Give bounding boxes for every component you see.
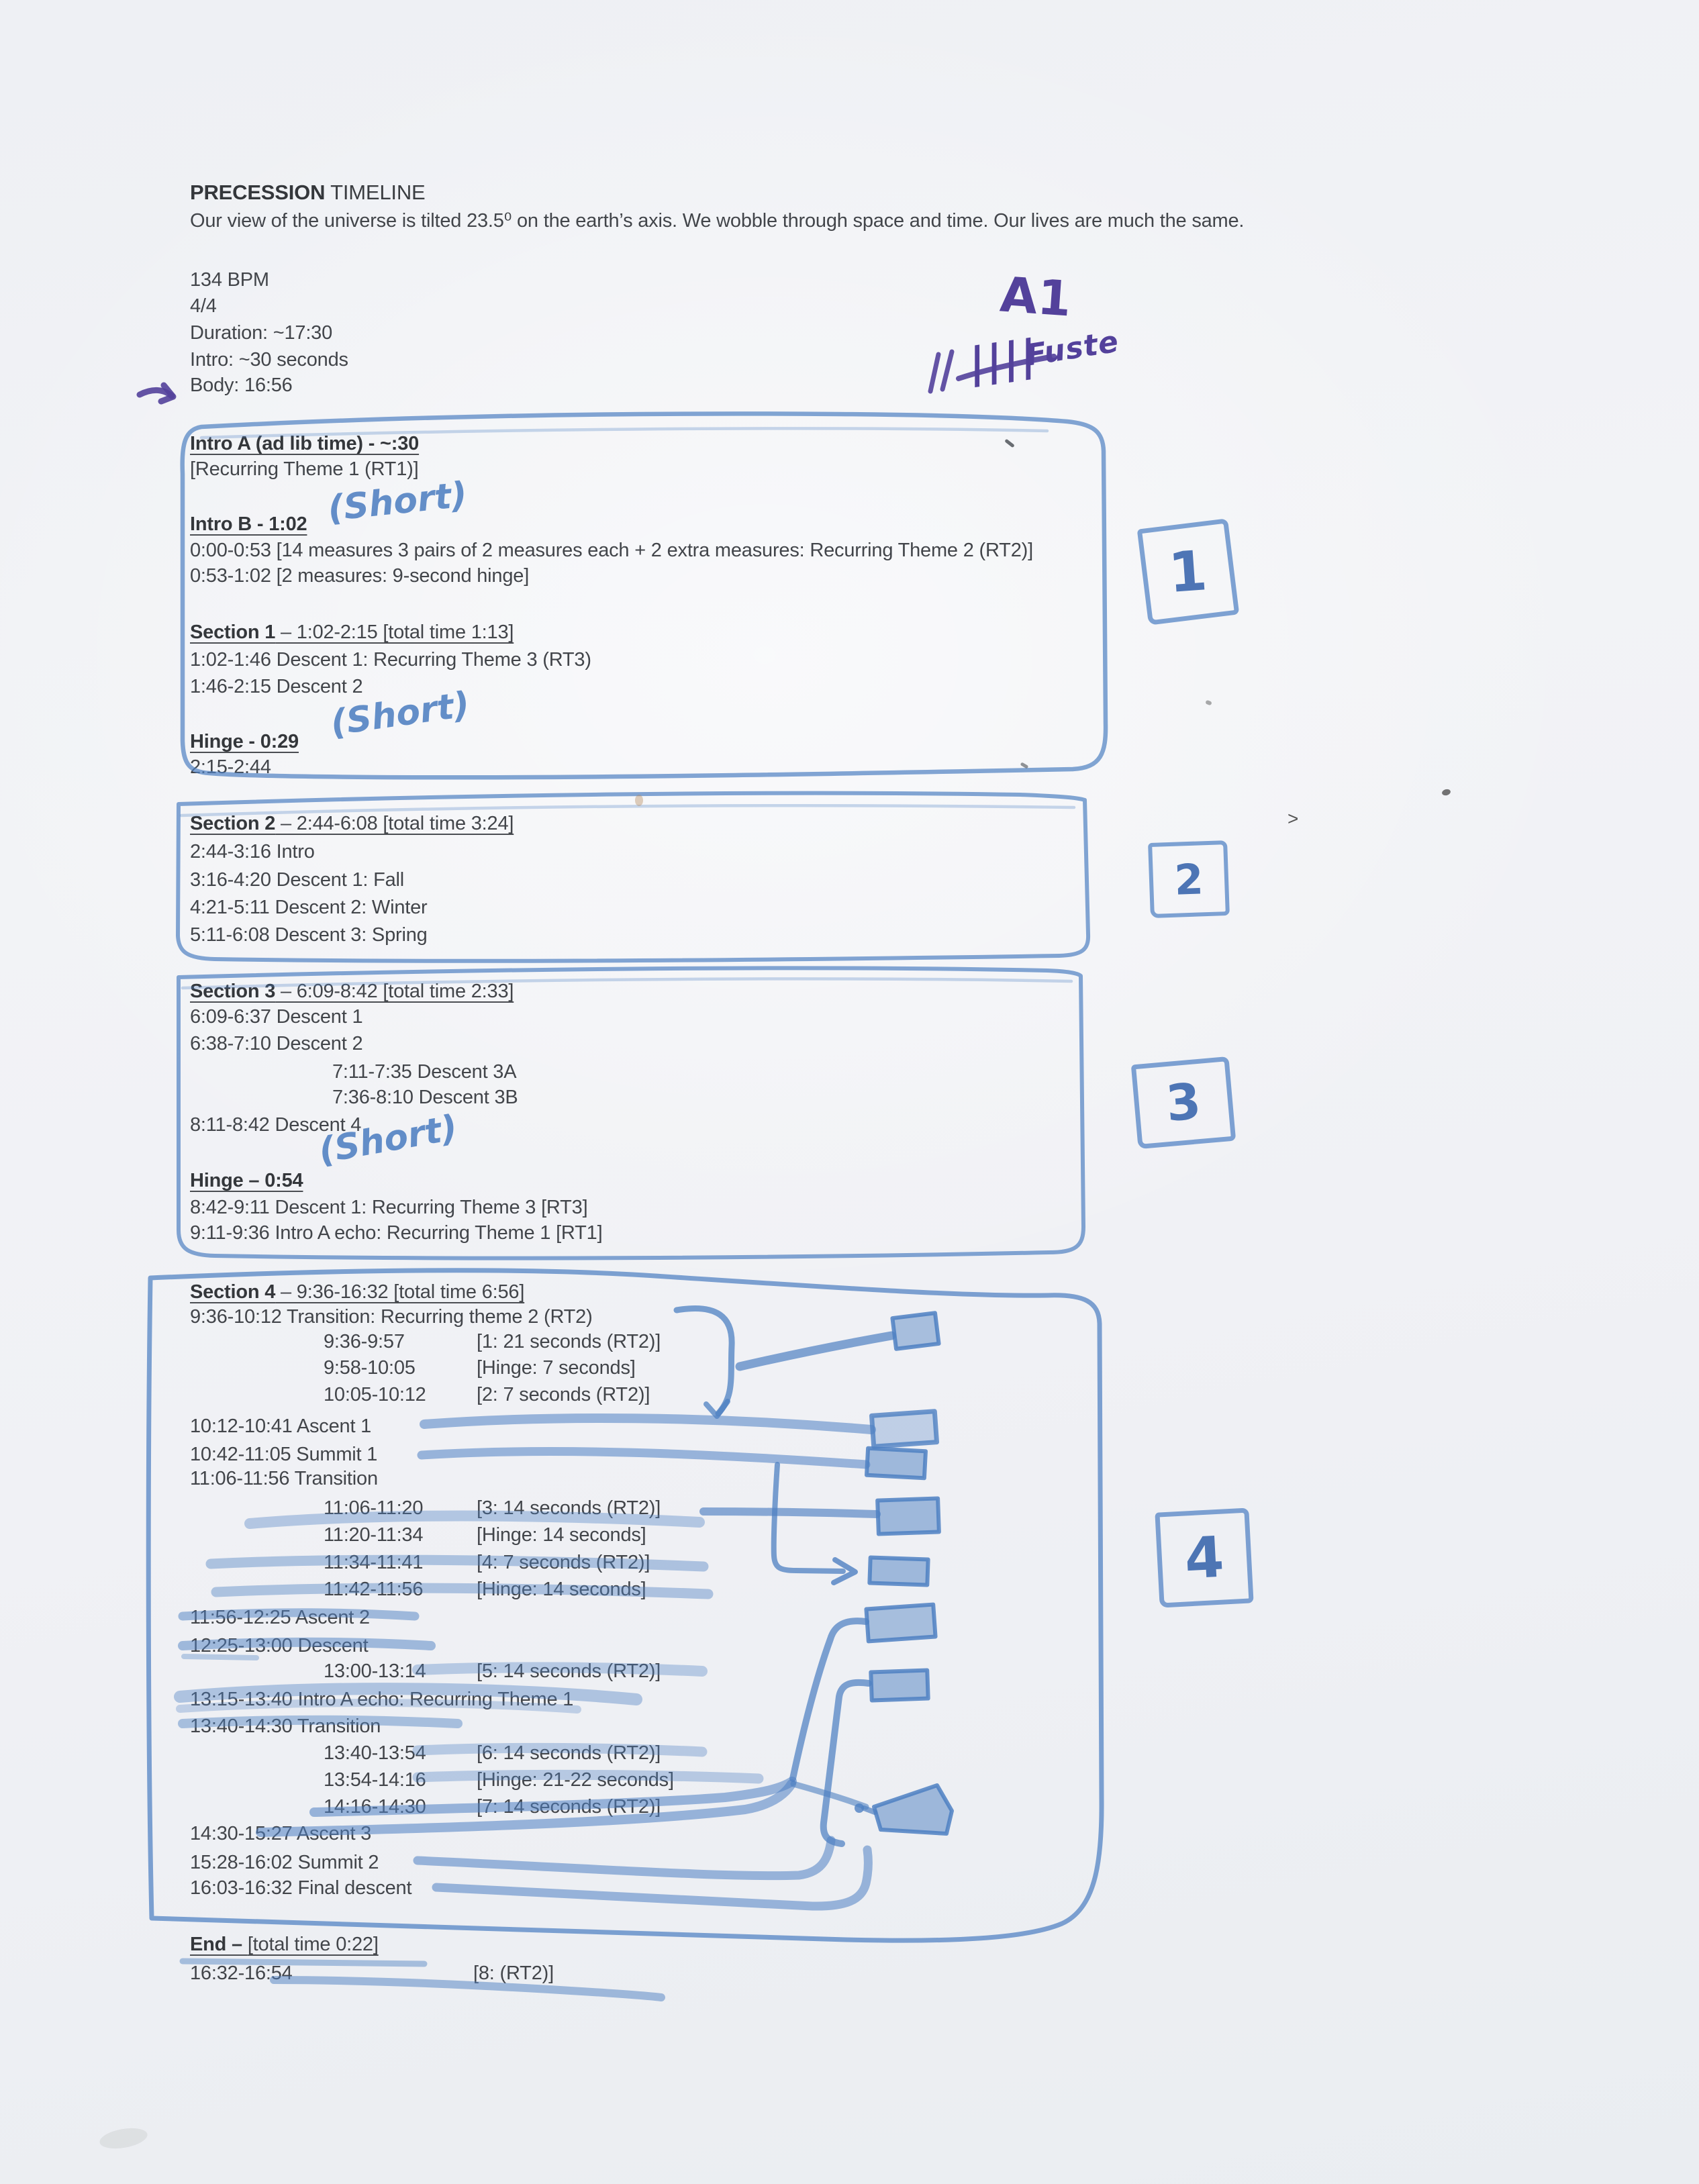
- s4-bracket: [677, 1308, 732, 1413]
- heading-intro-a-text: Intro A (ad lib time) - ~:30: [190, 433, 420, 454]
- hinge-2-line-2: 9:11-9:36 Intro A echo: Recurring Theme 1 [RT1]: [190, 1222, 603, 1244]
- section-3-line-4: 7:36-8:10 Descent 3B: [332, 1087, 518, 1108]
- heading-section-2-rest: – 2:44-6:08 [total time 3:24]: [275, 813, 514, 834]
- connector-vertical-0: [774, 1465, 843, 1571]
- marker-box-1: [892, 1313, 938, 1348]
- heading-section-1-rest: – 1:02-2:15 [total time 1:13]: [275, 622, 514, 643]
- connector-summit-2: [418, 1840, 831, 1876]
- handwritten-number-box-2: [1148, 840, 1230, 918]
- s4-subrow-4-detail: [3: 14 seconds (RT2)]: [477, 1497, 661, 1519]
- s4-subrow-1-detail: [1: 21 seconds (RT2)]: [477, 1331, 661, 1352]
- page-subtitle: Our view of the universe is tilted 23.5⁰ on the earth’s axis. We wobble through space and time. Our lives are much the same.: [190, 210, 1245, 232]
- section-2-line-2: 3:16-4:20 Descent 1: Fall: [190, 869, 405, 891]
- s4-subrow-7-time: 11:42-11:56: [324, 1579, 424, 1600]
- section-2-line-1: 2:44-3:16 Intro: [190, 841, 315, 862]
- heading-intro-b-text: Intro B - 1:02: [190, 513, 307, 535]
- box-1-outline: [183, 413, 1106, 777]
- section-3-line-2: 6:38-7:10 Descent 2: [190, 1033, 363, 1054]
- marker-box-4: [877, 1498, 939, 1534]
- s4-row-transition-1: 9:36-10:12 Transition: Recurring theme 2 (RT2): [190, 1306, 593, 1328]
- connector-row3: [703, 1511, 877, 1514]
- s4-row-transition-2: 11:06-11:56 Transition: [190, 1468, 378, 1489]
- s4-subrow-5-time: 11:20-11:34: [324, 1524, 424, 1546]
- s4-subrow-3-detail: [2: 7 seconds (RT2)]: [477, 1384, 650, 1405]
- marker-box-2: [872, 1411, 937, 1446]
- marker-box-5: [869, 1558, 928, 1585]
- s4-subrow-1-time: 9:36-9:57: [324, 1331, 405, 1352]
- handwritten-number-3: 3: [1163, 1072, 1204, 1134]
- handwritten-short-2: (Short): [328, 684, 473, 744]
- intro-a-line: [Recurring Theme 1 (RT1)]: [190, 458, 419, 480]
- marker-bell: [874, 1785, 952, 1834]
- s4-row-final-descent: 16:03-16:32 Final descent: [190, 1877, 412, 1899]
- end-row-detail: [8: (RT2)]: [473, 1963, 554, 1984]
- stray-chevron-mark: >: [1288, 808, 1299, 829]
- strike-subrow-hinge14: [216, 1588, 708, 1594]
- s4-subrow-11-time: 14:16-14:30: [324, 1796, 426, 1818]
- handwritten-tally-bars: ||||: [969, 329, 1038, 389]
- s4-subrow-6-detail: [4: 7 seconds (RT2)]: [477, 1552, 650, 1573]
- s4-row-summit-1: 10:42-11:05 Summit 1: [190, 1444, 378, 1465]
- handwritten-number-box-3: [1131, 1056, 1236, 1149]
- s4-subrow-4-time: 11:06-11:20: [324, 1497, 424, 1519]
- s4-row-ascent-1: 10:12-10:41 Ascent 1: [190, 1416, 372, 1437]
- marker-box-3: [867, 1448, 926, 1478]
- s4-subrow-2-time: 9:58-10:05: [324, 1357, 416, 1379]
- s4-subrow-8-detail: [5: 14 seconds (RT2)]: [477, 1660, 661, 1682]
- heading-section-4-bold: Section 4: [190, 1281, 276, 1303]
- section-1-line-2: 1:46-2:15 Descent 2: [190, 676, 363, 697]
- s4-subrow-6-time: 11:34-11:41: [324, 1552, 424, 1573]
- section-3-line-3: 7:11-7:35 Descent 3A: [332, 1061, 517, 1083]
- handwritten-number-4: 4: [1183, 1524, 1226, 1592]
- heading-hinge-2-text: Hinge – 0:54: [190, 1170, 303, 1191]
- section-3-line-1: 6:09-6:37 Descent 1: [190, 1006, 363, 1028]
- section-3-line-5: 8:11-8:42 Descent 4: [190, 1114, 362, 1136]
- strike-descent: [183, 1642, 431, 1646]
- strike-hinge-row: [250, 1516, 699, 1524]
- handwritten-a1: A1: [998, 266, 1073, 328]
- box-3-outline: [179, 968, 1083, 1258]
- s4-subrow-9-detail: [6: 14 seconds (RT2)]: [477, 1742, 661, 1764]
- meta-time-signature: 4/4: [190, 295, 217, 317]
- section-2-line-3: 4:21-5:11 Descent 2: Winter: [190, 897, 428, 918]
- meta-bpm: 134 BPM: [190, 269, 269, 291]
- handwritten-scrawl-word: Fuste: [1023, 324, 1122, 373]
- connector-marker-1: [740, 1336, 891, 1367]
- strike-intro-echo-2: [180, 1703, 577, 1709]
- box-1-top-double-stroke: [201, 428, 1047, 438]
- heading-hinge-1-text: Hinge - 0:29: [190, 731, 299, 752]
- heading-section-3-rest: – 6:09-8:42 [total time 2:33]: [275, 981, 514, 1002]
- page-title-rest: TIMELINE: [325, 181, 426, 204]
- connector-ascent-1: [424, 1418, 871, 1430]
- marker-bell-stub: [864, 1808, 875, 1812]
- heading-end-bold: End –: [190, 1934, 248, 1955]
- box-4-outline: [148, 1271, 1102, 1940]
- heading-end-rest: [total time 0:22]: [247, 1934, 379, 1955]
- purple-scrawl-slash-2: [942, 352, 952, 389]
- s4-subrow-8-time: 13:00-13:14: [324, 1660, 426, 1682]
- hinge-2-line-1: 8:42-9:11 Descent 1: Recurring Theme 3 [RT3]: [190, 1197, 588, 1218]
- box-2-outline: [178, 793, 1088, 961]
- handwritten-number-box-4: [1155, 1507, 1253, 1607]
- marker-box-7: [871, 1671, 928, 1701]
- s4-row-intro-echo: 13:15-13:40 Intro A echo: Recurring Theme 1: [190, 1689, 574, 1710]
- meta-body: Body: 16:56: [190, 375, 293, 396]
- heading-section-4-rest: – 9:36-16:32 [total time 6:56]: [275, 1281, 525, 1303]
- s4-subrow-9-time: 13:40-13:54: [324, 1742, 426, 1764]
- s4-row-summit-2: 15:28-16:02 Summit 2: [190, 1852, 379, 1873]
- section-2-line-4: 5:11-6:08 Descent 3: Spring: [190, 924, 428, 946]
- highlight-subrow-hinge2122: [418, 1775, 759, 1779]
- s4-bracket-arrowhead: [706, 1401, 728, 1416]
- s4-row-descent: 12:25-13:00 Descent: [190, 1635, 369, 1656]
- handwritten-short-3: (Short): [315, 1107, 460, 1172]
- paper-stain: [635, 795, 643, 806]
- page-title-bold: PRECESSION: [190, 181, 326, 204]
- strike-intro-echo: [180, 1689, 636, 1699]
- s4-subrow-2-detail: [Hinge: 7 seconds]: [477, 1357, 636, 1379]
- strike-end-row: [274, 1980, 661, 1997]
- s4-subrow-5-detail: [Hinge: 14 seconds]: [477, 1524, 646, 1546]
- s4-row-ascent-3: 14:30-15:27 Ascent 3: [190, 1823, 372, 1844]
- meta-duration: Duration: ~17:30: [190, 322, 333, 344]
- strike-transition-3: [183, 1720, 458, 1724]
- hinge-1-line: 2:15-2:44: [190, 756, 271, 778]
- intro-b-line-1: 0:00-0:53 [14 measures 3 pairs of 2 measures each + 2 extra measures: Recurring Theme 2 (RT2)]: [190, 540, 1033, 561]
- intro-b-line-2: 0:53-1:02 [2 measures: 9-second hinge]: [190, 565, 530, 587]
- box-2-top-double-stroke: [181, 805, 1074, 815]
- end-row-time: 16:32-16:54: [190, 1963, 293, 1984]
- connector-vertical-2: [824, 1683, 869, 1844]
- heading-section-3-bold: Section 3: [190, 981, 276, 1002]
- s4-subrow-10-detail: [Hinge: 21-22 seconds]: [477, 1769, 674, 1791]
- section-1-line-1: 1:02-1:46 Descent 1: Recurring Theme 3 (RT3): [190, 649, 591, 671]
- meta-intro: Intro: ~30 seconds: [190, 349, 348, 370]
- s4-subrow-3-time: 10:05-10:12: [324, 1384, 426, 1405]
- s4-subrow-10-time: 13:54-14:16: [324, 1769, 426, 1791]
- handwritten-number-1: 1: [1167, 538, 1210, 605]
- heading-section-1-bold: Section 1: [190, 622, 276, 643]
- strike-ascent-2: [183, 1613, 415, 1616]
- connector-summit-1: [422, 1452, 866, 1465]
- handwritten-short-1: (Short): [326, 475, 469, 530]
- highlight-subrow-6: [418, 1748, 702, 1752]
- box-3-top-double-stroke: [183, 979, 1071, 988]
- highlight-subrow-5: [418, 1667, 702, 1671]
- s4-subrow-7-detail: [Hinge: 14 seconds]: [477, 1579, 646, 1600]
- underline-end-heading: [183, 1961, 424, 1964]
- purple-scrawl-slash-1: [930, 354, 938, 391]
- s4-subrow-11-detail: [7: 14 seconds (RT2)]: [477, 1796, 661, 1818]
- marker-box-6: [866, 1605, 935, 1642]
- heading-section-2-bold: Section 2: [190, 813, 276, 834]
- underline-descent: [184, 1656, 256, 1658]
- handwritten-number-box-1: [1137, 518, 1240, 626]
- strike-subrow-4sec: [211, 1560, 703, 1567]
- handwritten-number-2: 2: [1173, 854, 1204, 905]
- s4-row-transition-3: 13:40-14:30 Transition: [190, 1716, 381, 1737]
- s4-row-ascent-2: 11:56-12:25 Ascent 2: [190, 1607, 370, 1628]
